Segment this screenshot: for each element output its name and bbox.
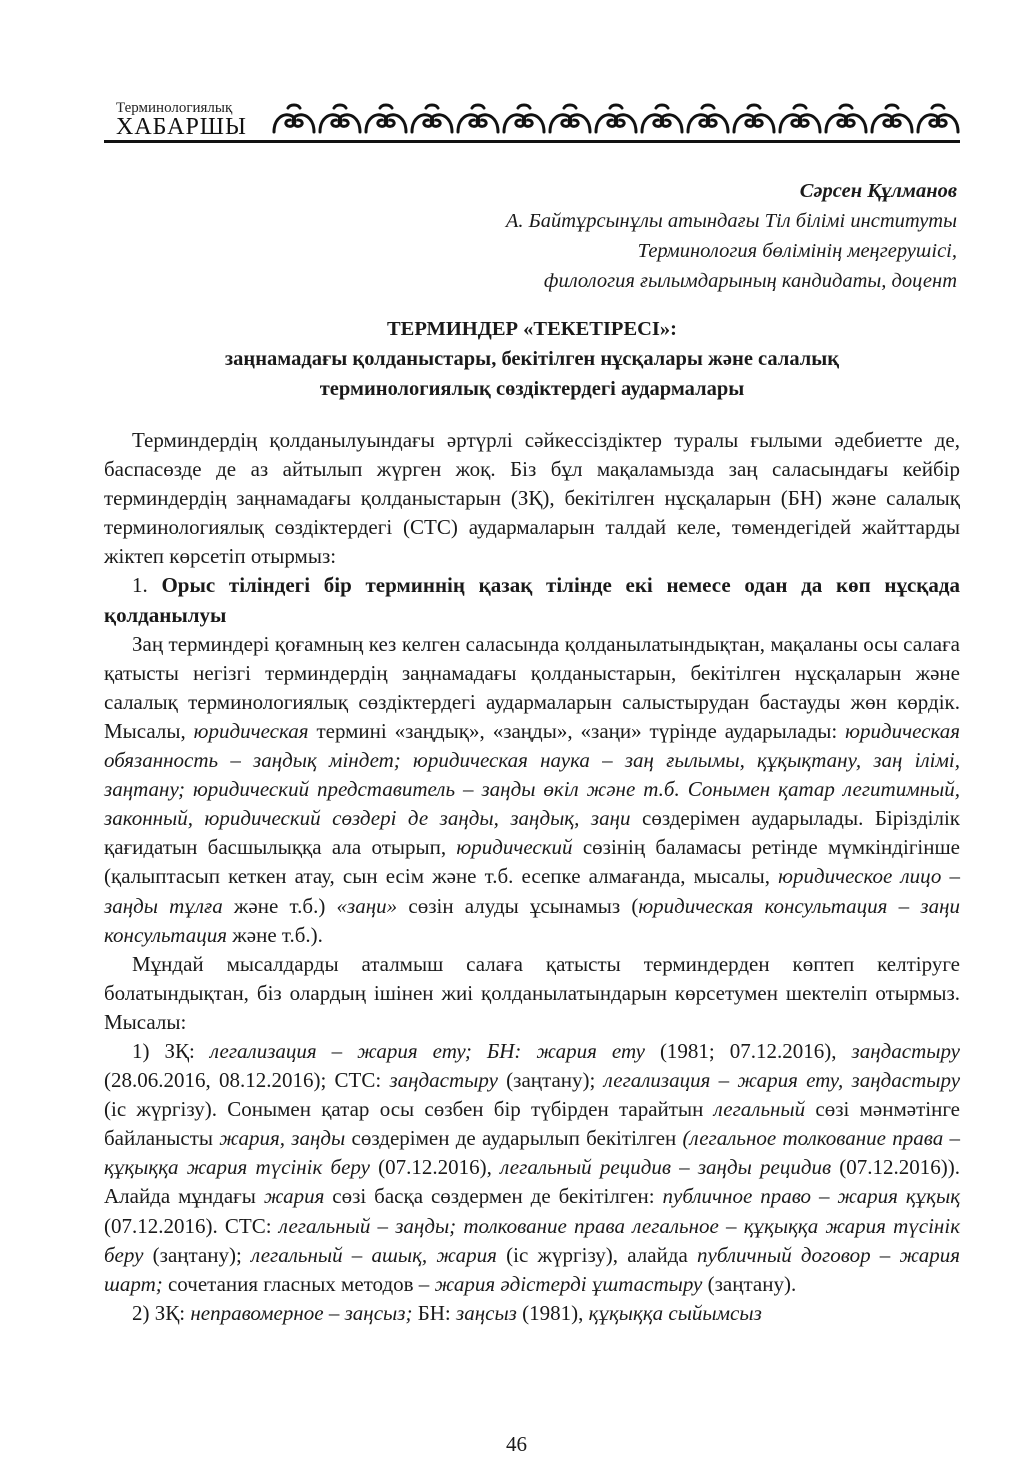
header-rule (104, 140, 960, 143)
paragraph-example-1: 1) ЗҚ: легализация – жария ету; БН: жария ету (1981; 07.12.2016), заңдастыру (28.06.2016, 08.12.2016); СТС: заңдастыру (заңтану); легализация – жария ету, заңдастыру (іс жүргізу). Сонымен қатар осы сөзбен бір түбірден тарайтын легальный сөзі мәнмәтінге байланысты жария, заңды сөздерімен де аударылып бекітілген (легальное толкование права – құқыққа жария түсінік беру (07.12.2016), легальный рецидив – заңды рецидив (07.12.2016)). Алайда мұндағы жария сөзі басқа сөздермен де бекітілген: публичное право – жария құқық (07.12.2016). СТС: легальный – заңды; толкование права легальное – құқыққа жария түсінік беру (заңтану); легальный – ашық, жария (іс жүргізу), алайда публичный договор – жария шарт; сочетания гласных методов – жария әдістерді ұштастыру (заңтану). (104, 1038, 961, 1296)
paragraph-examples-intro: Мұндай мысалдарды аталмыш салаға қатысты терминдерден көптеп келтіруге болатындықтан, біз олардың ішінен жиі қолданылатындарын көрсетумен шектеліп отырмыз. Мысалы: (104, 951, 960, 1034)
author-block (506, 176, 957, 296)
title-line-2: заңнамадағы қолданыстары, бекітілген нұсқалары және салалық (224, 348, 840, 370)
paragraph-legal-terms: Заң терминдері қоғамның кез келген саласында қолданылатындықтан, мақаланы осы салаға қатысты негізгі терминдердің заңнамадағы қолданыстарын, бекітілген нұсқаларын және салалық терминологиялық сөздіктердегі аудармаларын салыстырудан бастауды жөн көрдік. Мысалы, юридическая термині «заңдық», «заңды», «заңи» түрінде аударылады: юридическая обязанность – заңдық міндет; юридическая наука – заң ғылымы, құқықтану, заң ілімі, заңтану; юридический представитель – заңды өкіл және т.б. Сонымен қатар легитимный, законный, юридический сөздері де заңды, заңдық, заңи сөздерімен аударылады. Бірізділік қағидатын басшылыққа ала отырып, юридический сөзінің баламасы ретінде мүмкіндігінше (қалыптасып кеткен атау, сын есім және т.б. есепке алмағанда, мысалы, юридическое лицо – заңды тұлға және т.б.) «заңи» сөзін алуды ұсынамыз (юридическая консультация – заңи консультация және т.б.). (104, 631, 961, 947)
journal-name-big: ХАБАРШЫ (116, 114, 247, 140)
paragraph-intro: Терминдердің қолданылуындағы әртүрлі сәйкессіздіктер туралы ғылыми әдебиетте де, баспасөзде де аз айтылып жүрген жоқ. Біз бұл мақаламызда заң саласындағы кейбір терминдердің заңнамадағы қолданыстарын (ЗҚ), бекітілген нұсқаларын (БН) және салалық терминологиялық сөздіктердегі (СТС) аудармаларын талдай келе, төмендегідей жайттарды жіктеп көрсетіп отырмыз: (104, 428, 960, 569)
heading-number: 1. (132, 573, 148, 598)
journal-header (104, 96, 960, 144)
author-position: Терминология бөлімінің меңгерушісі, (637, 240, 957, 262)
page-number: 46 (506, 1432, 527, 1456)
paragraph-example-2: 2) ЗҚ: неправомерное – заңсыз; БН: заңсыз (1981), құқыққа сыйымсыз (132, 1300, 762, 1325)
article-title (104, 314, 960, 404)
paragraph-heading-1 (104, 571, 960, 629)
article-body (104, 426, 960, 1328)
journal-name-small: Терминологиялық (116, 100, 233, 116)
heading-text: Орыс тіліндегі бір терминнің қазақ тілінде екі немесе одан да көп нұсқада қолданылуы (104, 573, 961, 627)
ornament-icon (270, 102, 960, 138)
author-degree: филология ғылымдарының кандидаты, доцент (543, 270, 957, 292)
author-affiliation: А. Байтұрсынұлы атындағы Тіл білімі институты (505, 210, 957, 232)
title-line-1: ТЕРМИНДЕР «ТЕКЕТІРЕСІ»: (387, 318, 677, 340)
title-line-3: терминологиялық сөздіктердегі аудармалары (319, 378, 745, 400)
author-name: Сәрсен Құлманов (799, 180, 957, 202)
